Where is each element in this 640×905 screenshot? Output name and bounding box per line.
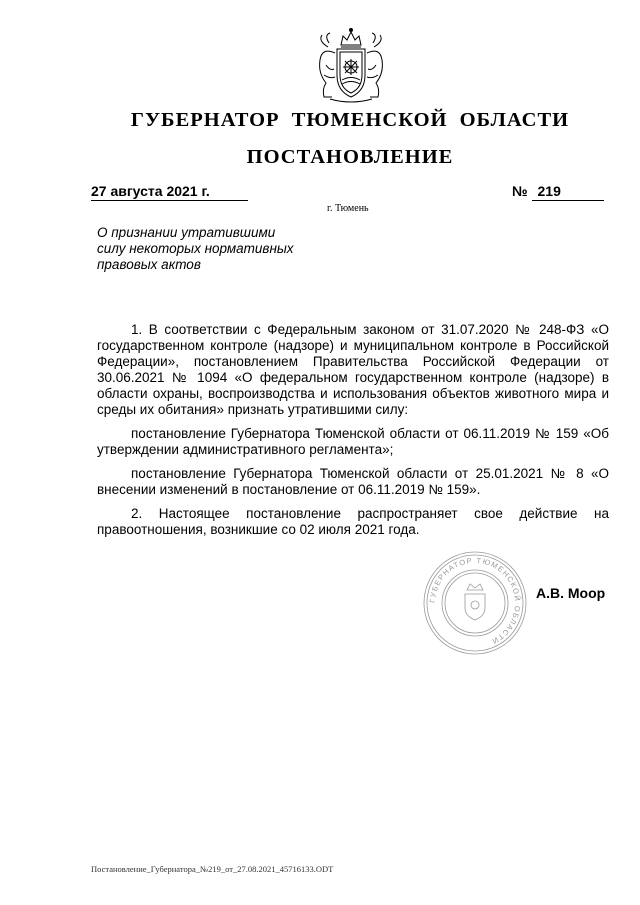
paragraph-3: постановление Губернатора Тюменской области от 25.01.2021 № 8 «О внесении изменений в постановление от 06.11.2019 № 159». — [97, 466, 609, 497]
document-number: 219 — [532, 183, 604, 201]
document-number-field — [512, 183, 604, 201]
city-label: г. Тюмень — [327, 203, 369, 214]
document-type-title: ПОСТАНОВЛЕНИЕ — [246, 146, 454, 168]
document-body — [97, 322, 609, 546]
government-title: ГУБЕРНАТОР ТЮМЕНСКОЙ ОБЛАСТИ — [130, 109, 570, 131]
number-sign: № — [512, 183, 528, 199]
signatory-name: А.В. Моор — [536, 585, 606, 601]
seal-text: ГУБЕРНАТОР ТЮМЕНСКОЙ ОБЛАСТИ — [427, 555, 523, 647]
file-name-footer: Постановление_Губернатора_№219_от_27.08.2021_45716133.ODT — [91, 864, 334, 874]
paragraph-1: 1. В соответствии с Федеральным законом от 31.07.2020 № 248-ФЗ «О государственном контроле (надзоре) и муниципальном контроле в Российской Федерации», постановлением Правительства Российской Федерации от 30.06.2021 № 1094 «О федеральном государственном контроле (надзоре) в области охраны, воспроизводства и использования объектов животного мира и среды их обитания» признать утратившими силу: — [97, 322, 609, 417]
paragraph-4: 2. Настоящее постановление распространяет свое действие на правоотношения, возникшие со 02 июля 2021 года. — [97, 506, 609, 537]
paragraph-2: постановление Губернатора Тюменской области от 06.11.2019 № 159 «Об утверждении административного регламента»; — [97, 426, 609, 457]
official-seal-icon — [422, 550, 528, 656]
coat-of-arms-icon — [302, 25, 400, 105]
document-date: 27 августа 2021 г. — [91, 183, 248, 201]
document-subject: О признании утратившими силу некоторых нормативных правовых актов — [97, 225, 294, 272]
